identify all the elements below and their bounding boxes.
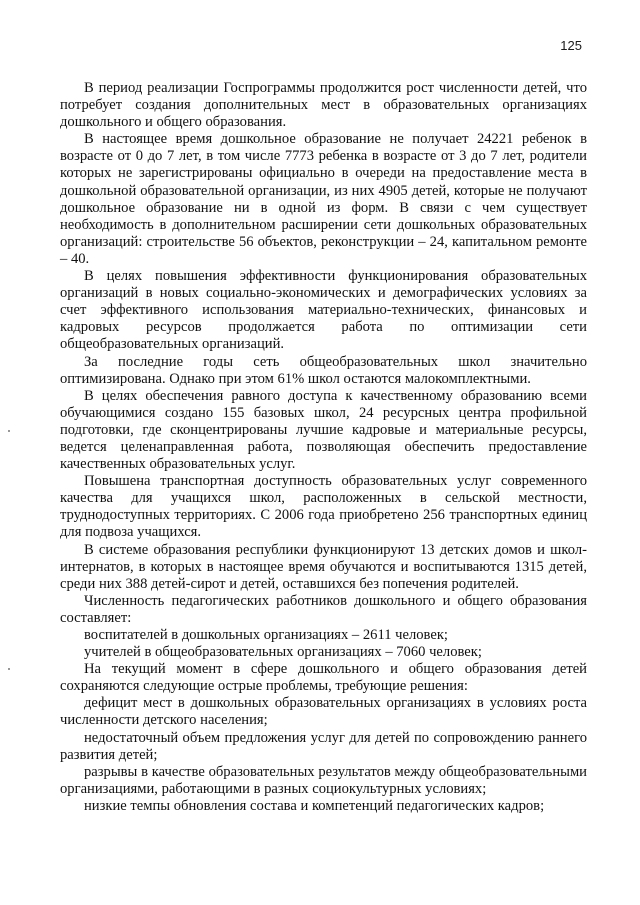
list-item: воспитателей в дошкольных организациях – 2611 человек;: [84, 627, 448, 643]
list-item: недостаточный объем предложения услуг для детей по сопровождению раннего развития детей;: [60, 729, 587, 763]
list-item: разрывы в качестве образовательных результатов между общеобразовательными организациями, работающими в разных социокультурных условиях;: [60, 763, 587, 797]
list-item: низкие темпы обновления состава и компетенций педагогических кадров;: [84, 797, 545, 814]
paragraph: На текущий момент в сфере дошкольного и общего образования детей сохраняются следующие острые проблемы, требующие решения:: [60, 661, 587, 695]
paragraph: В целях обеспечения равного доступа к качественному образованию всеми обучающимися создано 155 базовых школ, 24 ресурсных центра профильной подготовки, где сконцентрированы лучшие кадровые и материальные ресурсы, ведется целенаправленная работа, позволяющая обеспечить предоставление качественных образовательных услуг.: [60, 387, 587, 473]
page-number: 125: [560, 38, 582, 53]
scan-speck: [8, 668, 10, 670]
paragraph: За последние годы сеть общеобразовательных школ значительно оптимизирована. Однако при этом 61% школ остаются малокомплектными.: [60, 353, 587, 387]
paragraph: В настоящее время дошкольное образование не получает 24221 ребенок в возрасте от 0 до 7 лет, в том числе 7773 ребенка в возрасте от 3 до 7 лет, родители которых не зарегистрированы официально в очереди на предоставление места в дошкольной образовательной организации, из них 4905 детей, которые не получают дошкольное образование ни в одной из форм. В связи с чем существует необходимость в дополнительном расширении сети дошкольных образовательных организаций: строительстве 56 объектов, реконструкции – 24, капитальном ремонте – 40.: [60, 131, 587, 267]
paragraph: В целях повышения эффективности функционирования образовательных организаций в новых социально-экономических и демографических условиях за счет эффективного использования материально-технических, финансовых и кадровых ресурсов продолжается работа по оптимизации сети общеобразовательных организаций.: [60, 268, 587, 353]
list-item: дефицит мест в дошкольных образовательных организациях в условиях роста численности детского населения;: [60, 695, 587, 729]
paragraph: В период реализации Госпрограммы продолжится рост численности детей, что потребует создания дополнительных мест в образовательных организациях дошкольного и общего образования.: [60, 80, 587, 131]
paragraph: Численность педагогических работников дошкольного и общего образования составляет:: [60, 592, 587, 626]
list-item: учителей в общеобразовательных организациях – 7060 человек;: [84, 644, 482, 661]
body-text: [60, 80, 587, 815]
paragraph: Повышена транспортная доступность образовательных услуг современного качества для учащихся школ, расположенных в сельской местности, труднодоступных территориях. С 2006 года приобретено 256 транспортных единиц для подвоза учащихся.: [60, 473, 587, 541]
scan-speck: [8, 430, 10, 432]
paragraph: В системе образования республики функционируют 13 детских домов и школ-интернатов, в которых в настоящее время обучаются и воспитываются 1315 детей, среди них 388 детей-сирот и детей, оставшихся без попечения родителей.: [60, 541, 587, 592]
